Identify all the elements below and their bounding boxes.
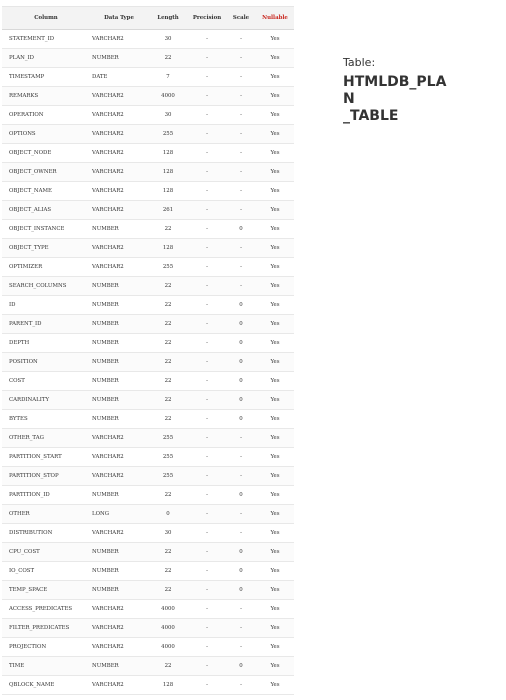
cell-column-name: TIMESTAMP [2,68,90,87]
cell-scale: - [226,182,256,201]
cell-nullable: Yes [256,505,294,524]
cell-precision: - [188,87,226,106]
table-row [2,239,294,258]
table-row [2,182,294,201]
cell-data-type: VARCHAR2 [90,467,148,486]
cell-column-name: ID [2,296,90,315]
cell-nullable: Yes [256,467,294,486]
cell-column-name: OTHER [2,505,90,524]
cell-nullable: Yes [256,638,294,657]
cell-data-type: NUMBER [90,334,148,353]
cell-precision: - [188,334,226,353]
cell-precision: - [188,353,226,372]
cell-data-type: VARCHAR2 [90,125,148,144]
cell-length: 255 [148,429,188,448]
cell-scale: 0 [226,410,256,429]
cell-nullable: Yes [256,562,294,581]
cell-column-name: BYTES [2,410,90,429]
cell-length: 128 [148,239,188,258]
header-nullable[interactable]: Nullable [256,7,294,30]
cell-precision: - [188,144,226,163]
cell-data-type: VARCHAR2 [90,429,148,448]
cell-column-name: OBJECT_INSTANCE [2,220,90,239]
table-name [343,74,453,125]
table-header-row [2,7,294,30]
cell-column-name: PARENT_ID [2,315,90,334]
cell-precision: - [188,448,226,467]
cell-data-type: VARCHAR2 [90,676,148,695]
cell-column-name: REMARKS [2,87,90,106]
table-row [2,315,294,334]
cell-column-name: OBJECT_NAME [2,182,90,201]
cell-column-name: OBJECT_NODE [2,144,90,163]
cell-nullable: Yes [256,125,294,144]
cell-length: 22 [148,334,188,353]
cell-length: 128 [148,676,188,695]
cell-data-type: VARCHAR2 [90,524,148,543]
cell-scale: - [226,163,256,182]
cell-precision: - [188,562,226,581]
cell-nullable: Yes [256,353,294,372]
cell-scale: - [226,201,256,220]
cell-nullable: Yes [256,201,294,220]
table-row [2,581,294,600]
cell-nullable: Yes [256,182,294,201]
table-row [2,68,294,87]
cell-length: 22 [148,543,188,562]
cell-column-name: OPTIMIZER [2,258,90,277]
column-table [2,6,294,695]
table-row [2,258,294,277]
cell-precision: - [188,125,226,144]
cell-data-type: VARCHAR2 [90,600,148,619]
cell-precision: - [188,68,226,87]
cell-data-type: DATE [90,68,148,87]
cell-scale: - [226,277,256,296]
cell-scale: 0 [226,334,256,353]
cell-scale: 0 [226,486,256,505]
cell-nullable: Yes [256,144,294,163]
cell-data-type: NUMBER [90,296,148,315]
cell-data-type: LONG [90,505,148,524]
cell-column-name: SEARCH_COLUMNS [2,277,90,296]
cell-data-type: NUMBER [90,49,148,68]
cell-nullable: Yes [256,277,294,296]
cell-scale: - [226,524,256,543]
cell-length: 22 [148,49,188,68]
cell-scale: 0 [226,315,256,334]
cell-precision: - [188,676,226,695]
cell-scale: - [226,106,256,125]
cell-nullable: Yes [256,372,294,391]
column-table-container [2,6,294,695]
header-length[interactable]: Length [148,7,188,30]
cell-scale: - [226,619,256,638]
cell-nullable: Yes [256,30,294,49]
cell-precision: - [188,220,226,239]
cell-column-name: OPTIONS [2,125,90,144]
cell-length: 22 [148,353,188,372]
cell-data-type: VARCHAR2 [90,106,148,125]
cell-length: 22 [148,277,188,296]
cell-column-name: OPERATION [2,106,90,125]
cell-scale: 0 [226,581,256,600]
cell-length: 22 [148,315,188,334]
cell-data-type: VARCHAR2 [90,144,148,163]
cell-length: 4000 [148,600,188,619]
cell-data-type: NUMBER [90,372,148,391]
cell-precision: - [188,277,226,296]
cell-data-type: VARCHAR2 [90,448,148,467]
cell-column-name: OBJECT_TYPE [2,239,90,258]
cell-length: 255 [148,467,188,486]
cell-scale: 0 [226,372,256,391]
cell-length: 261 [148,201,188,220]
cell-precision: - [188,543,226,562]
cell-length: 22 [148,410,188,429]
header-precision[interactable]: Precision [188,7,226,30]
cell-scale: 0 [226,657,256,676]
cell-data-type: NUMBER [90,391,148,410]
cell-precision: - [188,49,226,68]
cell-data-type: VARCHAR2 [90,619,148,638]
table-label: Table: [343,56,376,69]
table-row [2,543,294,562]
cell-column-name: IO_COST [2,562,90,581]
table-row [2,467,294,486]
cell-precision: - [188,163,226,182]
cell-nullable: Yes [256,448,294,467]
cell-column-name: PLAN_ID [2,49,90,68]
cell-column-name: ACCESS_PREDICATES [2,600,90,619]
cell-precision: - [188,239,226,258]
cell-data-type: NUMBER [90,410,148,429]
cell-length: 30 [148,30,188,49]
cell-precision: - [188,486,226,505]
cell-scale: - [226,429,256,448]
cell-precision: - [188,372,226,391]
cell-nullable: Yes [256,619,294,638]
cell-column-name: DEPTH [2,334,90,353]
table-name-line1: HTMLDB_PLAN [343,74,447,107]
cell-data-type: VARCHAR2 [90,182,148,201]
cell-nullable: Yes [256,334,294,353]
cell-length: 128 [148,182,188,201]
cell-precision: - [188,524,226,543]
cell-precision: - [188,258,226,277]
cell-data-type: NUMBER [90,315,148,334]
cell-column-name: PROJECTION [2,638,90,657]
cell-length: 22 [148,657,188,676]
table-row [2,448,294,467]
cell-column-name: OTHER_TAG [2,429,90,448]
cell-nullable: Yes [256,410,294,429]
cell-precision: - [188,201,226,220]
cell-column-name: DISTRIBUTION [2,524,90,543]
cell-scale: 0 [226,353,256,372]
cell-precision: - [188,657,226,676]
cell-data-type: VARCHAR2 [90,258,148,277]
cell-precision: - [188,410,226,429]
cell-scale: - [226,144,256,163]
cell-scale: 0 [226,296,256,315]
cell-scale: - [226,600,256,619]
table-row [2,30,294,49]
cell-precision: - [188,619,226,638]
cell-nullable: Yes [256,391,294,410]
cell-precision: - [188,581,226,600]
cell-length: 22 [148,220,188,239]
cell-column-name: TIME [2,657,90,676]
cell-column-name: PARTITION_START [2,448,90,467]
table-info-panel [343,56,493,125]
cell-precision: - [188,182,226,201]
cell-data-type: VARCHAR2 [90,638,148,657]
cell-precision: - [188,315,226,334]
table-row [2,144,294,163]
cell-length: 4000 [148,638,188,657]
table-row [2,505,294,524]
cell-length: 22 [148,391,188,410]
cell-scale: - [226,638,256,657]
cell-precision: - [188,600,226,619]
cell-nullable: Yes [256,315,294,334]
cell-nullable: Yes [256,163,294,182]
table-row [2,391,294,410]
cell-nullable: Yes [256,68,294,87]
cell-column-name: POSITION [2,353,90,372]
cell-data-type: VARCHAR2 [90,163,148,182]
table-name-line2: _TABLE [343,108,399,124]
cell-column-name: CPU_COST [2,543,90,562]
table-row [2,87,294,106]
cell-data-type: NUMBER [90,486,148,505]
cell-scale: - [226,258,256,277]
table-row [2,296,294,315]
cell-data-type: NUMBER [90,543,148,562]
header-scale[interactable]: Scale [226,7,256,30]
cell-nullable: Yes [256,296,294,315]
table-row [2,49,294,68]
cell-data-type: NUMBER [90,220,148,239]
cell-nullable: Yes [256,676,294,695]
table-row [2,372,294,391]
cell-length: 128 [148,144,188,163]
cell-precision: - [188,106,226,125]
cell-nullable: Yes [256,543,294,562]
cell-length: 22 [148,581,188,600]
cell-length: 22 [148,296,188,315]
cell-scale: - [226,49,256,68]
cell-nullable: Yes [256,581,294,600]
cell-length: 4000 [148,619,188,638]
cell-nullable: Yes [256,239,294,258]
cell-length: 255 [148,448,188,467]
cell-column-name: PARTITION_ID [2,486,90,505]
table-row [2,163,294,182]
table-row [2,600,294,619]
cell-length: 30 [148,106,188,125]
table-row [2,220,294,239]
cell-nullable: Yes [256,87,294,106]
header-column[interactable]: Column [2,7,90,30]
cell-data-type: VARCHAR2 [90,239,148,258]
cell-data-type: NUMBER [90,562,148,581]
cell-length: 255 [148,125,188,144]
cell-data-type: NUMBER [90,353,148,372]
cell-column-name: COST [2,372,90,391]
table-row [2,353,294,372]
cell-data-type: NUMBER [90,657,148,676]
cell-data-type: NUMBER [90,581,148,600]
cell-length: 255 [148,258,188,277]
cell-scale: - [226,239,256,258]
cell-nullable: Yes [256,429,294,448]
cell-scale: 0 [226,391,256,410]
cell-length: 22 [148,486,188,505]
table-row [2,638,294,657]
cell-precision: - [188,296,226,315]
table-row [2,277,294,296]
cell-scale: 0 [226,220,256,239]
cell-length: 7 [148,68,188,87]
table-row [2,429,294,448]
cell-precision: - [188,391,226,410]
cell-precision: - [188,505,226,524]
cell-scale: - [226,30,256,49]
table-row [2,201,294,220]
cell-scale: - [226,676,256,695]
cell-data-type: VARCHAR2 [90,30,148,49]
cell-precision: - [188,467,226,486]
table-row [2,676,294,695]
cell-data-type: VARCHAR2 [90,87,148,106]
table-row [2,106,294,125]
cell-nullable: Yes [256,49,294,68]
table-row [2,657,294,676]
cell-column-name: TEMP_SPACE [2,581,90,600]
cell-length: 22 [148,562,188,581]
cell-nullable: Yes [256,657,294,676]
cell-length: 4000 [148,87,188,106]
cell-column-name: STATEMENT_ID [2,30,90,49]
cell-column-name: QBLOCK_NAME [2,676,90,695]
cell-length: 0 [148,505,188,524]
cell-nullable: Yes [256,220,294,239]
cell-scale: 0 [226,562,256,581]
cell-scale: - [226,448,256,467]
cell-precision: - [188,30,226,49]
table-row [2,562,294,581]
cell-nullable: Yes [256,258,294,277]
table-row [2,410,294,429]
cell-length: 30 [148,524,188,543]
cell-scale: - [226,68,256,87]
cell-scale: - [226,505,256,524]
cell-scale: - [226,87,256,106]
cell-length: 128 [148,163,188,182]
table-row [2,619,294,638]
table-row [2,125,294,144]
cell-scale: - [226,467,256,486]
cell-scale: 0 [226,543,256,562]
cell-nullable: Yes [256,600,294,619]
cell-nullable: Yes [256,486,294,505]
table-body [2,30,294,695]
cell-nullable: Yes [256,106,294,125]
table-row [2,334,294,353]
cell-column-name: OBJECT_OWNER [2,163,90,182]
cell-column-name: FILTER_PREDICATES [2,619,90,638]
cell-column-name: OBJECT_ALIAS [2,201,90,220]
cell-scale: - [226,125,256,144]
cell-precision: - [188,429,226,448]
cell-column-name: PARTITION_STOP [2,467,90,486]
table-row [2,524,294,543]
cell-nullable: Yes [256,524,294,543]
table-row [2,486,294,505]
cell-column-name: CARDINALITY [2,391,90,410]
cell-data-type: VARCHAR2 [90,201,148,220]
cell-precision: - [188,638,226,657]
cell-length: 22 [148,372,188,391]
cell-data-type: NUMBER [90,277,148,296]
header-data-type[interactable]: Data Type [90,7,148,30]
